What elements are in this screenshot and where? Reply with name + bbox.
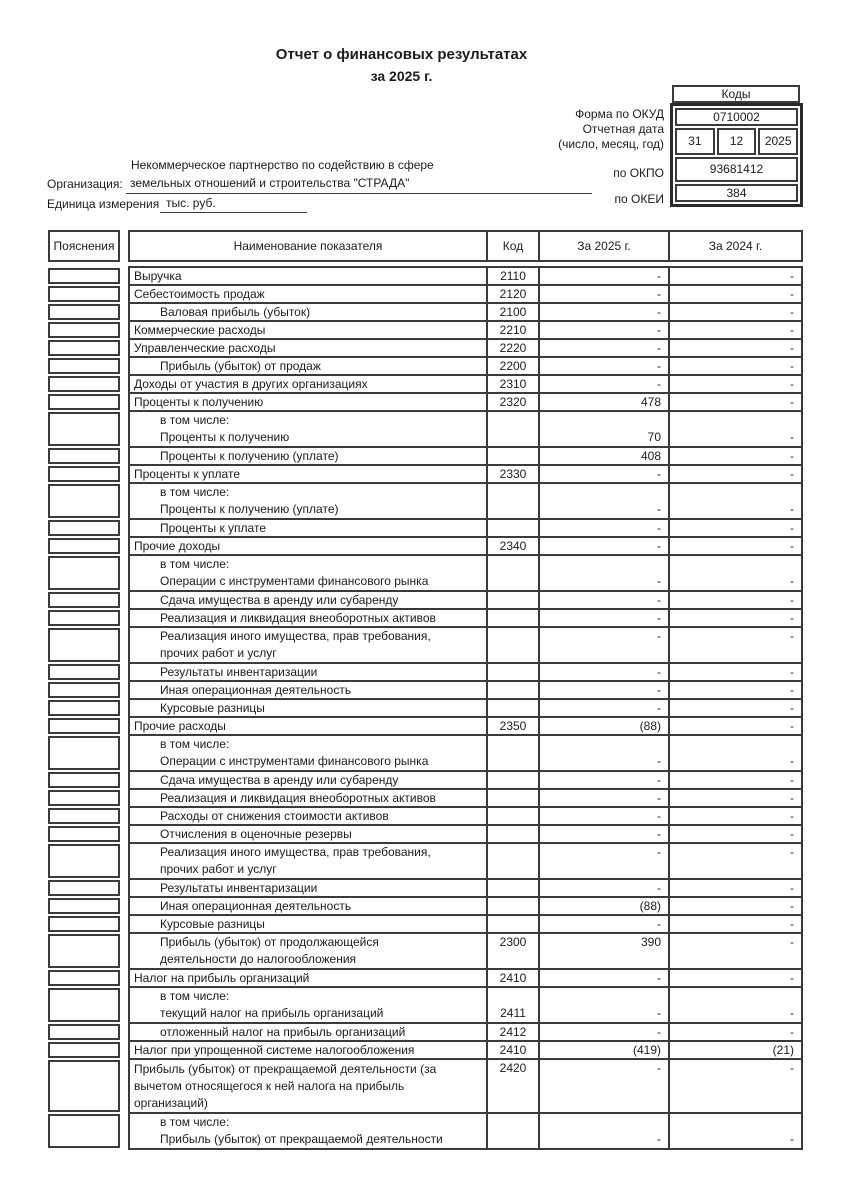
report-date-label [558,122,664,152]
row-code: 2310 [486,376,538,392]
table-row [48,1022,803,1042]
row-main-group [128,374,803,394]
value-2024: - [668,520,801,536]
table-row [48,590,803,610]
organization-label: Организация: [47,177,123,191]
value-2025: - [538,268,668,284]
value-2025: - [538,538,668,554]
value-2024: - [668,466,801,482]
row-code [486,826,538,842]
row-main-group [128,698,803,718]
explanations-cell [48,340,120,356]
unit-of-measure-label: Единица измерения [47,197,160,211]
row-main-group [128,626,803,664]
table-row [48,788,803,808]
row-main-group [128,1112,803,1150]
value-2024: - [668,970,801,986]
codes-box [670,103,803,207]
explanations-cell [48,376,120,392]
value-2024: - [668,412,801,446]
indicator-name: Себестоимость продаж [134,286,265,301]
value-2025: - [538,520,668,536]
explanations-cell [48,988,120,1022]
value-2025: 478 [538,394,668,410]
table-row [48,554,803,592]
explanations-cell [48,466,120,482]
table-row [48,518,803,538]
row-code [486,520,538,536]
row-main-group [128,608,803,628]
row-code [486,736,538,770]
value-2024: - [668,376,801,392]
value-2025: - [538,736,668,770]
explanations-cell [48,286,120,302]
report-date-cells [675,128,798,155]
explanations-cell [48,1114,120,1148]
value-2025: - [538,1060,668,1112]
value-2024: - [668,916,801,932]
value-2025: - [538,286,668,302]
value-2025: - [538,358,668,374]
explanations-cell [48,1060,120,1112]
value-2024: - [668,556,801,590]
explanations-cell [48,970,120,986]
row-main-group [128,446,803,466]
explanations-cell [48,718,120,734]
row-code [486,916,538,932]
value-2025: - [538,628,668,662]
table-row [48,932,803,970]
row-code: 2100 [486,304,538,320]
organization-name-line1: Некоммерческое партнерство по содействию в сфере [131,158,434,172]
row-code: 2110 [486,268,538,284]
explanations-cell [48,610,120,626]
report-date-label-line2: (число, месяц, год) [558,137,664,151]
value-2025: - [538,376,668,392]
value-2024: - [668,268,801,284]
value-2025: - [538,682,668,698]
indicator-name: Доходы от участия в других организациях [134,376,368,391]
row-code [486,556,538,590]
table-row [48,824,803,844]
header-year-2025: За 2025 г. [538,232,668,260]
row-code [486,1114,538,1148]
row-main-group [128,806,803,826]
explanations-cell [48,592,120,608]
table-row [48,680,803,700]
value-2024: - [668,988,801,1022]
value-2025: (419) [538,1042,668,1058]
report-date-month: 12 [717,128,757,155]
row-main-group [128,410,803,448]
value-2024: - [668,898,801,914]
indicator-name: Отчисления в оценочные резервы [160,826,352,841]
indicator-name: в том числе: Операции с инструментами финансового рынка [160,737,429,768]
explanations-cell [48,664,120,680]
indicator-name: Реализация иного имущества, прав требования, прочих работ и услуг [160,845,431,876]
explanations-cell [48,322,120,338]
table-row [48,968,803,988]
report-period: за 2025 г. [370,68,433,84]
table-row [48,914,803,934]
row-main-group [128,932,803,970]
table-row [48,446,803,466]
row-code [486,682,538,698]
row-main-group [128,662,803,682]
table-row [48,410,803,448]
explanations-cell [48,448,120,464]
okpo-value: 93681412 [675,157,798,182]
table-row [48,626,803,664]
value-2025: - [538,484,668,518]
table-row [48,1112,803,1150]
row-main-group [128,392,803,412]
table-row [48,374,803,394]
indicator-name: Прибыль (убыток) от продолжающейся деятельности до налогообложения [160,935,379,966]
indicator-name: Сдача имущества в аренду или субаренду [160,772,399,787]
row-main-group [128,842,803,880]
indicator-name: Прочие доходы [134,538,221,553]
value-2024: - [668,790,801,806]
explanations-cell [48,772,120,788]
value-2025: (88) [538,898,668,914]
indicator-name: Прочие расходы [134,718,226,733]
value-2025: - [538,808,668,824]
row-main-group [128,464,803,484]
row-code [486,484,538,518]
explanations-cell [48,394,120,410]
row-code: 2411 [486,988,538,1022]
row-main-group [128,734,803,772]
row-main-group [128,554,803,592]
codes-header-cell: Коды [672,85,800,103]
row-main-group [128,302,803,322]
indicator-name: в том числе: Проценты к получению [160,413,290,444]
okpo-label: по ОКПО [613,166,664,180]
row-main-group [128,914,803,934]
row-main-group [128,284,803,304]
row-code: 2320 [486,394,538,410]
indicator-name: в том числе: Проценты к получению (уплате) [160,485,339,516]
explanations-cell [48,484,120,518]
value-2025: - [538,556,668,590]
value-2025: - [538,340,668,356]
value-2024: - [668,628,801,662]
value-2025: - [538,664,668,680]
value-2025: - [538,610,668,626]
row-code: 2220 [486,340,538,356]
explanations-cell [48,682,120,698]
value-2024: - [668,844,801,878]
row-main-group [128,1040,803,1060]
indicator-name: Прибыль (убыток) от продаж [160,358,321,373]
row-code [486,412,538,446]
indicator-name: Реализация и ликвидация внеоборотных активов [160,610,436,625]
row-main-group [128,968,803,988]
value-2025: - [538,826,668,842]
value-2024: - [668,934,801,968]
value-2025: - [538,790,668,806]
value-2025: - [538,700,668,716]
unit-of-measure-value: тыс. руб. [160,196,307,213]
explanations-cell [48,736,120,770]
row-code: 2420 [486,1060,538,1112]
table-row [48,842,803,880]
value-2024: - [668,736,801,770]
table-row [48,1040,803,1060]
row-code: 2210 [486,322,538,338]
row-main-group [128,590,803,610]
explanations-cell [48,700,120,716]
table-row [48,662,803,682]
value-2025: - [538,844,668,878]
header-main-group [128,230,803,262]
value-2025: - [538,772,668,788]
value-2024: - [668,484,801,518]
explanations-cell [48,934,120,968]
table-row [48,770,803,790]
row-code [486,628,538,662]
value-2025: (88) [538,718,668,734]
table-row [48,392,803,412]
row-code [486,844,538,878]
indicator-name: Результаты инвентаризации [160,880,318,895]
row-main-group [128,896,803,916]
indicator-name: отложенный налог на прибыль организаций [160,1024,406,1039]
row-code [486,610,538,626]
indicator-name: в том числе: Прибыль (убыток) от прекращаемой деятельности [160,1115,443,1146]
value-2025: - [538,304,668,320]
explanations-cell [48,844,120,878]
explanations-cell [48,1024,120,1040]
table-row [48,608,803,628]
value-2024: - [668,358,801,374]
row-main-group [128,680,803,700]
row-code: 2412 [486,1024,538,1040]
row-code: 2300 [486,934,538,968]
indicator-name: Прибыль (убыток) от прекращаемой деятельности (за вычетом относящегося к ней налога на прибыль организаций) [134,1061,437,1110]
table-row [48,284,803,304]
header-explanations: Пояснения [48,230,120,262]
value-2025: - [538,970,668,986]
report-date-label-line1: Отчетная дата [582,122,664,136]
row-code: 2330 [486,466,538,482]
indicator-name: в том числе: текущий налог на прибыль организаций [160,989,384,1020]
value-2024: - [668,664,801,680]
indicator-name: Налог на прибыль организаций [134,970,310,985]
row-main-group [128,482,803,520]
financial-results-table [48,230,803,1150]
table-row [48,464,803,484]
okud-label: Форма по ОКУД [575,107,664,121]
table-row [48,698,803,718]
row-main-group [128,356,803,376]
explanations-cell [48,268,120,284]
indicator-name: Реализация и ликвидация внеоборотных активов [160,790,436,805]
explanations-cell [48,880,120,896]
value-2024: - [668,772,801,788]
indicator-name: Управленческие расходы [134,340,276,355]
explanations-cell [48,808,120,824]
report-date-year: 2025 [758,128,798,155]
row-main-group [128,320,803,340]
row-main-group [128,716,803,736]
value-2024: - [668,880,801,896]
value-2025: - [538,1024,668,1040]
row-code [486,898,538,914]
indicator-name: Реализация иного имущества, прав требования, прочих работ и услуг [160,629,431,660]
table-row [48,266,803,286]
row-main-group [128,986,803,1024]
table-row [48,338,803,358]
okei-value: 384 [675,184,798,202]
value-2024: - [668,682,801,698]
value-2025: - [538,988,668,1022]
explanations-cell [48,556,120,590]
value-2025: - [538,466,668,482]
indicator-name: Налог при упрощенной системе налогообложения [134,1042,415,1057]
explanations-cell [48,916,120,932]
table-row [48,1058,803,1114]
row-code [486,448,538,464]
row-main-group [128,770,803,790]
row-main-group [128,518,803,538]
indicator-name: Проценты к получению (уплате) [160,448,339,463]
explanations-cell [48,538,120,554]
indicator-name: Валовая прибыль (убыток) [160,304,311,319]
table-row [48,806,803,826]
header-year-2024: За 2024 г. [668,232,801,260]
indicator-name: в том числе: Операции с инструментами финансового рынка [160,557,429,588]
organization-name-line2: земельных отношений и строительства "СТРАДА" [126,176,592,194]
value-2024: - [668,700,801,716]
table-header-row [48,230,803,262]
table-row [48,482,803,520]
indicator-name: Проценты к уплате [134,466,240,481]
header-code: Код [486,232,538,260]
indicator-name: Курсовые разницы [160,700,265,715]
okud-value: 0710002 [675,108,798,126]
value-2024: - [668,304,801,320]
value-2024: (21) [668,1042,801,1058]
row-code: 2200 [486,358,538,374]
row-code [486,700,538,716]
value-2025: - [538,916,668,932]
row-main-group [128,266,803,286]
row-main-group [128,824,803,844]
header-indicator-name: Наименование показателя [233,239,383,253]
explanations-cell [48,628,120,662]
row-main-group [128,536,803,556]
value-2025: - [538,1114,668,1148]
indicator-name: Курсовые разницы [160,916,265,931]
table-row [48,716,803,736]
value-2024: - [668,610,801,626]
row-main-group [128,1022,803,1042]
value-2024: - [668,448,801,464]
row-code [486,772,538,788]
value-2024: - [668,808,801,824]
indicator-name: Расходы от снижения стоимости активов [160,808,389,823]
row-code [486,808,538,824]
value-2024: - [668,286,801,302]
indicator-name: Коммерческие расходы [134,322,266,337]
value-2024: - [668,718,801,734]
explanations-cell [48,412,120,446]
value-2024: - [668,322,801,338]
indicator-name: Проценты к получению [134,394,264,409]
okei-label: по ОКЕИ [614,192,664,206]
value-2024: - [668,826,801,842]
row-code: 2410 [486,970,538,986]
indicator-name: Иная операционная деятельность [160,682,352,697]
row-code [486,790,538,806]
table-row [48,302,803,322]
explanations-cell [48,520,120,536]
value-2025: 408 [538,448,668,464]
row-main-group [128,1058,803,1114]
row-code [486,880,538,896]
indicator-name: Проценты к уплате [160,520,266,535]
value-2024: - [668,340,801,356]
explanations-cell [48,826,120,842]
table-row [48,896,803,916]
value-2025: - [538,322,668,338]
indicator-name: Иная операционная деятельность [160,898,352,913]
explanations-cell [48,790,120,806]
value-2025: 390 [538,934,668,968]
explanations-cell [48,1042,120,1058]
explanations-cell [48,304,120,320]
report-date-day: 31 [675,128,715,155]
value-2025: - [538,880,668,896]
indicator-name: Результаты инвентаризации [160,664,318,679]
value-2024: - [668,1114,801,1148]
table-row [48,320,803,340]
indicator-name: Выручка [134,268,182,283]
table-row [48,878,803,898]
explanations-cell [48,358,120,374]
row-code [486,592,538,608]
row-code: 2410 [486,1042,538,1058]
row-main-group [128,878,803,898]
value-2024: - [668,1024,801,1040]
row-code [486,664,538,680]
table-row [48,536,803,556]
explanations-cell [48,898,120,914]
value-2024: - [668,394,801,410]
row-code: 2120 [486,286,538,302]
table-row [48,986,803,1024]
value-2024: - [668,1060,801,1112]
row-code: 2340 [486,538,538,554]
row-code: 2350 [486,718,538,734]
value-2025: - [538,592,668,608]
value-2025: 70 [538,412,668,446]
report-title: Отчет о финансовых результатах [275,46,528,63]
value-2024: - [668,592,801,608]
row-main-group [128,788,803,808]
row-main-group [128,338,803,358]
table-row [48,734,803,772]
value-2024: - [668,538,801,554]
table-row [48,356,803,376]
indicator-name: Сдача имущества в аренду или субаренду [160,592,399,607]
table-body [48,266,803,1150]
